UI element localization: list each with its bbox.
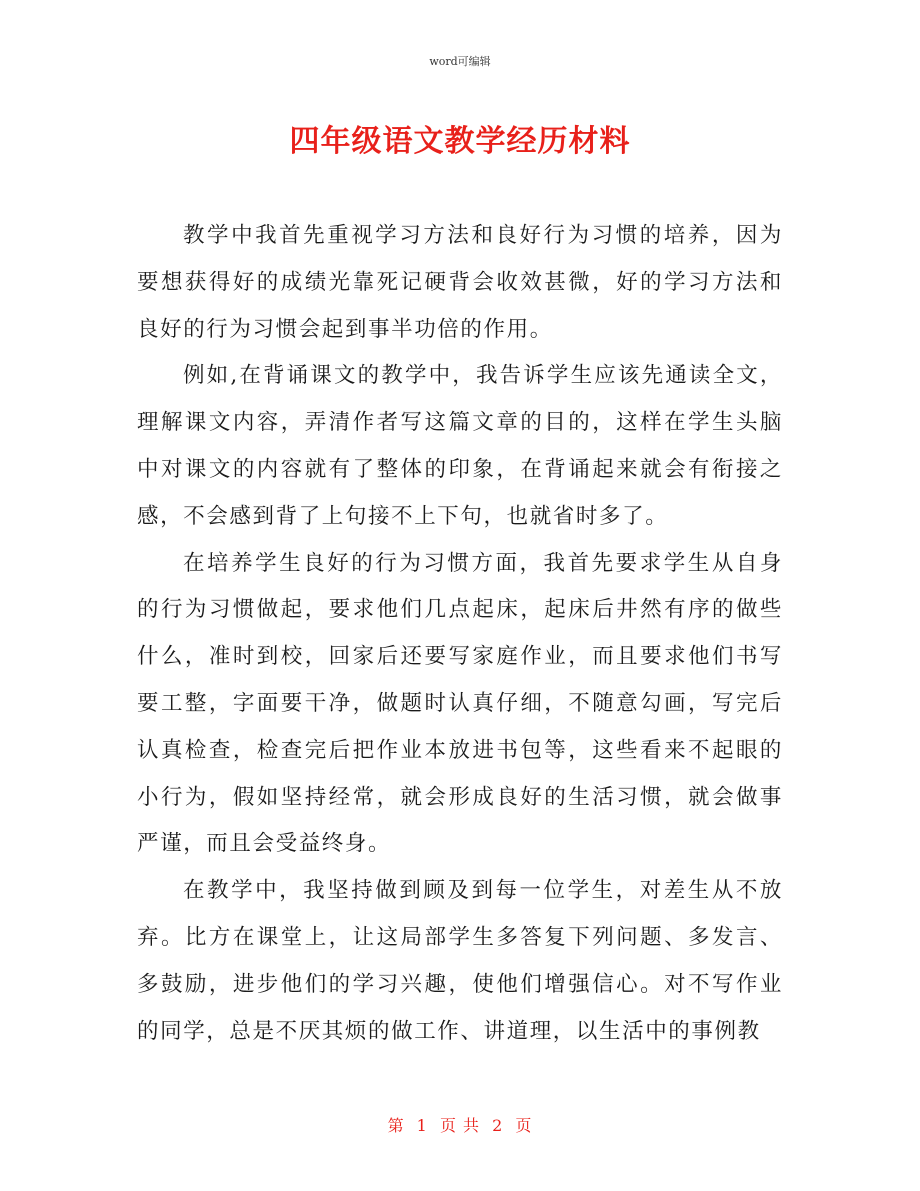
document-body — [137, 213, 783, 1055]
footer-suffix: 页 — [515, 1116, 533, 1135]
total-pages-number: 2 — [492, 1116, 504, 1135]
paragraph-4: 在教学中，我坚持做到顾及到每一位学生，对差生从不放弃。比方在课堂上，让这局部学生多答复下列问题、多发言、多鼓励，进步他们的学习兴趣，使他们增强信心。对不写作业的同学，总是不厌其烦的做工作、讲道理，以生活中的事例教 — [137, 878, 783, 1044]
page-footer — [0, 1113, 920, 1136]
footer-prefix: 第 — [387, 1116, 405, 1135]
header-note: word可编辑 — [429, 55, 491, 68]
current-page-number: 1 — [416, 1116, 428, 1135]
paragraph-2: 例如,在背诵课文的教学中，我告诉学生应该先通读全文，理解课文内容，弄清作者写这篇文章的目的，这样在学生头脑中对课文的内容就有了整体的印象，在背诵起来就会有衔接之感，不会感到背了上句接不上下句，也就省时多了。 — [137, 363, 783, 529]
paragraph-1: 教学中我首先重视学习方法和良好行为习惯的培养，因为要想获得好的成绩光靠死记硬背会收效甚微，好的学习方法和良好的行为习惯会起到事半功倍的作用。 — [137, 223, 783, 342]
footer-mid: 页 共 — [439, 1116, 481, 1135]
paragraph-3: 在培养学生良好的行为习惯方面，我首先要求学生从自身的行为习惯做起，要求他们几点起床，起床后井然有序的做些什么，准时到校，回家后还要写家庭作业，而且要求他们书写要工整，字面要干净，做题时认真仔细，不随意勾画，写完后认真检查，检查完后把作业本放进书包等，这些看来不起眼的小行为，假如坚持经常，就会形成良好的生活习惯，就会做事严谨，而且会受益终身。 — [137, 550, 783, 857]
document-title: 四年级语文教学经历材料 — [289, 124, 631, 159]
